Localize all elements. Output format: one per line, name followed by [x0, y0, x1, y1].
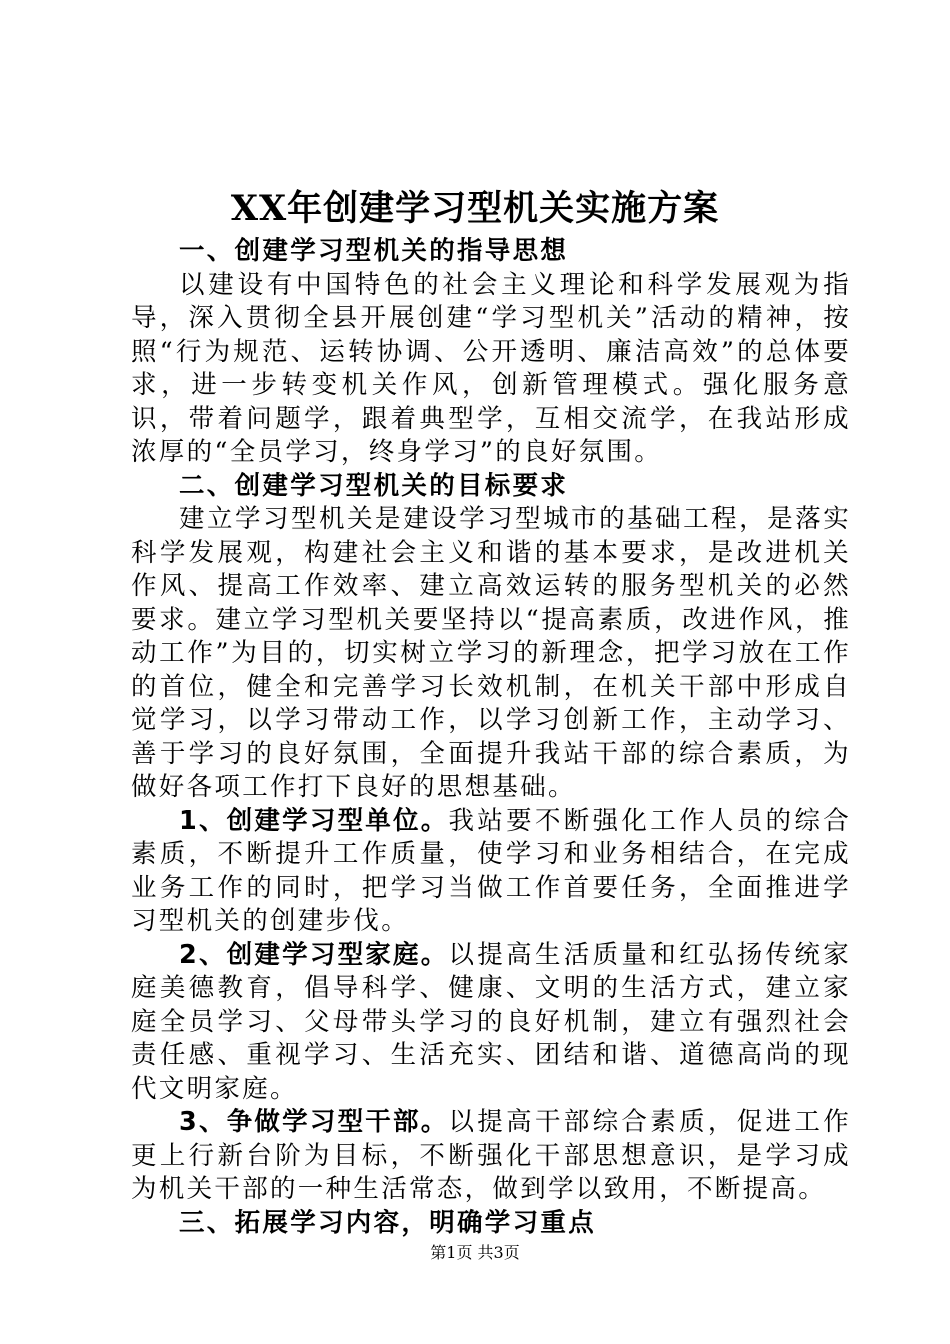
section-heading-2: 二、创建学习型机关的目标要求	[179, 470, 569, 501]
list-item-3-lead: 3、争做学习型干部。	[179, 1107, 449, 1137]
document-title: XX年创建学习型机关实施方案	[230, 188, 720, 229]
section-heading-1: 一、创建学习型机关的指导思想	[179, 236, 569, 266]
list-item-2-text: 以提高生活质量和红弘扬传统家庭美德教育，倡导科学、健康、文明的生活方式，建立家庭全员学习、父母带头学习的良好机制，建立有强烈社会责任感、重视学习、生活充实、团结和谐、道德高尚的现代文明家庭。	[131, 939, 851, 1104]
document-body	[131, 235, 851, 1240]
list-item-1-lead: 1、创建学习型单位。	[179, 805, 449, 836]
list-item-1	[131, 805, 851, 939]
section-heading-3: 三、拓展学习内容，明确学习重点	[179, 1207, 597, 1238]
list-item-1-text: 我站要不断强化工作人员的综合素质，不断提升工作质量，使学习和业务相结合，在完成业务工作的同时，把学习当做工作首要任务，全面推进学习型机关的创建步伐。	[131, 805, 851, 936]
section-paragraph-1: 以建设有中国特色的社会主义理论和科学发展观为指导，深入贯彻全县开展创建“学习型机关”活动的精神，按照“行为规范、运转协调、公开透明、廉洁高效”的总体要求，进一步转变机关作风，创新管理模式。强化服务意识，带着问题学，跟着典型学，互相交流学，在我站形成浓厚的“全员学习，终身学习”的良好氛围。	[131, 269, 851, 467]
list-item-3-text: 以提高干部综合素质，促进工作更上行新台阶为目标，不断强化干部思想意识，是学习成为机关干部的一种生活常态，做到学以致用，不断提高。	[131, 1107, 851, 1204]
page-footer: 第1页 共3页	[430, 1243, 520, 1262]
section-paragraph-2: 建立学习型机关是建设学习型城市的基础工程，是落实科学发展观，构建社会主义和谐的基本要求，是改进机关作风、提高工作效率、建立高效运转的服务型机关的必然要求。建立学习型机关要坚持以“提高素质，改进作风，推动工作”为目的，切实树立学习的新理念，把学习放在工作的首位，健全和完善学习长效机制，在机关干部中形成自觉学习，以学习带动工作，以学习创新工作，主动学习、善于学习的良好氛围，全面提升我站干部的综合素质，为做好各项工作打下良好的思想基础。	[131, 504, 851, 802]
list-item-3	[131, 1106, 851, 1207]
list-item-2-lead: 2、创建学习型家庭。	[179, 939, 449, 970]
list-item-2	[131, 939, 851, 1107]
